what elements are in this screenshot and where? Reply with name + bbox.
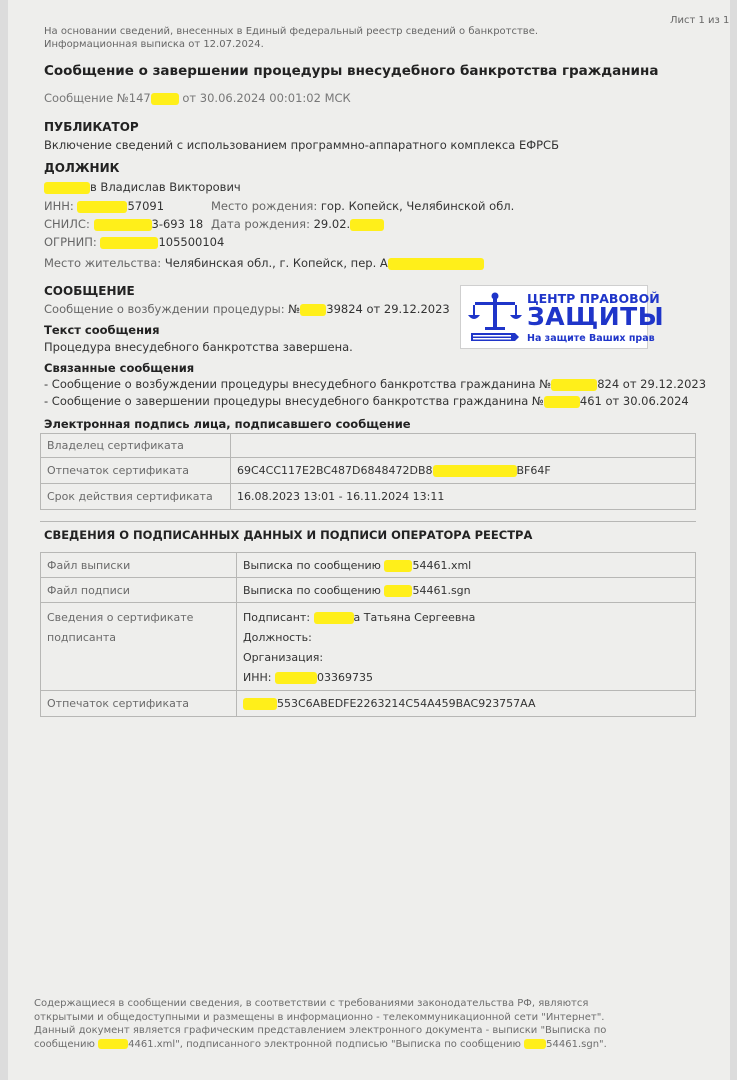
message-number-prefix: Сообщение №147 [44,91,151,105]
signer-line [243,608,689,628]
debtor-heading: ДОЛЖНИК [44,161,120,175]
related-item [44,377,706,391]
inn-suffix: 03369735 [316,671,373,684]
table-cell-label: Файл подписи [41,578,237,603]
message-number [44,91,351,105]
table-row [41,578,696,603]
message-text-heading: Текст сообщения [44,323,160,337]
redaction-mark [524,1039,546,1049]
table-row [41,553,696,578]
redaction-mark [77,201,127,213]
logo-line-3: На защите Ваших прав [527,333,655,344]
footer-line-4-suffix: 54461.sgn". [546,1038,607,1050]
fingerprint-prefix: 69C4CC117E2BC487D6848472DB8 [237,464,433,477]
cert-label-line-1: Сведения о сертификате [47,611,194,624]
table-cell-label: Файл выписки [41,553,237,578]
logo-line-1: ЦЕНТР ПРАВОВОЙ [527,291,660,306]
redaction-mark [300,304,326,316]
redaction-mark [44,182,90,194]
brand-logo [460,285,665,349]
table-cell-value [231,458,696,484]
related-item-text: - Сообщение о завершении процедуры внесудебного банкротства гражданина № [44,394,544,408]
signature-table [40,433,696,510]
inn-value: 57091 [127,199,165,213]
birthdate-label: Дата рождения: [211,217,310,231]
birthdate-value: 29.02. [313,217,351,231]
footer-line-2: открытыми и общедоступными и размещены в информационно - телекоммуникационной сети "Интернет". [34,1011,605,1023]
table-cell-value [237,691,696,717]
initiation-label: Сообщение о возбуждении процедуры: [44,302,285,316]
table-cell-value [237,553,696,578]
residence-label: Место жительства: [44,256,162,270]
redaction-mark [100,237,158,249]
table-row [41,484,696,510]
table-row [41,458,696,484]
table-row [41,434,696,458]
redaction-mark [551,379,597,391]
table-cell-value [231,434,696,458]
debtor-snils [44,217,203,231]
footer-line-3: Данный документ является графическим представлением электронного документа - выписки "Выписка по [34,1025,607,1036]
position-line: Должность: [243,631,312,644]
redaction-mark [350,219,384,231]
inn-line [243,668,689,688]
table-row [41,603,696,691]
redaction-mark [94,219,152,231]
document-sheet [8,0,730,1080]
redaction-mark [314,612,354,624]
initiation-no-prefix: № [288,302,301,316]
related-item-text: - Сообщение о возбуждении процедуры внесудебного банкротства гражданина № [44,377,552,391]
table-cell-value [237,578,696,603]
footer-note [34,997,607,1051]
file-suffix: 54461.xml [412,558,472,572]
redaction-mark [98,1039,128,1049]
debtor-birthplace [211,199,514,213]
section-divider [40,521,696,522]
footer-line-4 [34,1038,607,1052]
inn-label: ИНН: [44,199,74,213]
sig-prefix: Выписка по сообщению [243,583,381,597]
fingerprint-value: 553C6ABEDFE2263214C54A459BAC923757AA [277,697,536,710]
message-heading: СООБЩЕНИЕ [44,284,135,298]
header-line-2: Информационная выписка от 12.07.2024. [44,39,264,50]
debtor-inn [44,199,164,213]
related-item [44,394,689,408]
related-item-suffix: 824 от 29.12.2023 [597,377,707,391]
snils-label: СНИЛС: [44,217,90,231]
redaction-mark [544,396,580,408]
organization-line: Организация: [243,651,324,664]
footer-line-4-prefix: сообщению [34,1038,95,1050]
table-cell-label [41,603,237,691]
footer-line-4-mid: 4461.xml", подписанного электронной подписью "Выписка по сообщению [128,1038,521,1050]
redaction-mark [433,465,517,477]
redaction-mark [388,258,484,270]
birthplace-label: Место рождения: [211,199,318,213]
redaction-mark [384,585,412,597]
debtor-residence [44,256,484,270]
sig-suffix: 54461.sgn [412,583,471,597]
birthplace-value: гор. Копейск, Челябинской обл. [320,199,515,213]
table-cell-label: Владелец сертификата [41,434,231,458]
debtor-ogrnip [44,235,224,249]
header-note [44,25,538,51]
logo-line-2: ЗАЩИТЫ [527,302,665,331]
debtor-name [44,180,241,194]
related-heading: Связанные сообщения [44,361,195,375]
table-cell-label: Отпечаток сертификата [41,458,231,484]
footer-line-1: Содержащиеся в сообщении сведения, в соответствии с требованиями законодательства РФ, являются [34,998,589,1009]
header-line-1: На основании сведений, внесенных в Единый федеральный реестр сведений о банкротстве. [44,26,539,37]
debtor-birthdate [211,217,384,231]
table-cell-value: 16.08.2023 13:01 - 16.11.2024 13:11 [231,484,696,510]
redaction-mark [275,672,317,684]
page-counter: Лист 1 из 1 [670,15,730,26]
redaction-mark [384,560,412,572]
table-cell-label: Отпечаток сертификата [41,691,237,717]
snils-value: 3-693 18 [151,217,204,231]
registry-heading: СВЕДЕНИЯ О ПОДПИСАННЫХ ДАННЫХ И ПОДПИСИ ОПЕРАТОРА РЕЕСТРА [44,528,533,542]
scales-of-justice-icon [467,291,523,345]
cert-label-line-2: подписанта [47,631,116,644]
redaction-mark [243,698,277,710]
residence-value: Челябинская обл., г. Копейск, пер. А [164,256,388,270]
message-text: Процедура внесудебного банкротства завершена. [44,340,353,354]
publisher-text: Включение сведений с использованием программно-аппаратного комплекса ЕФРСБ [44,138,559,152]
signature-heading: Электронная подпись лица, подписавшего сообщение [44,417,411,431]
debtor-name-text: в Владислав Викторович [90,180,241,194]
redaction-mark [151,93,179,105]
table-row [41,691,696,717]
page-title: Сообщение о завершении процедуры внесудебного банкротства гражданина [44,63,659,79]
publisher-heading: ПУБЛИКАТОР [44,120,139,134]
initiation-reference [44,302,450,316]
table-cell-value [237,603,696,691]
signer-suffix: а Татьяна Сергеевна [353,611,476,624]
inn-prefix: ИНН: [243,671,272,684]
ogrnip-label: ОГРНИП: [44,235,97,249]
initiation-no-suffix: 39824 от 29.12.2023 [326,302,450,316]
fingerprint-suffix: BF64F [516,464,551,477]
message-number-suffix: от 30.06.2024 00:01:02 МСК [182,91,351,105]
ogrnip-value: 105500104 [158,235,225,249]
signer-prefix: Подписант: [243,611,311,624]
file-prefix: Выписка по сообщению [243,558,381,572]
table-cell-label: Срок действия сертификата [41,484,231,510]
related-item-suffix: 461 от 30.06.2024 [579,394,689,408]
registry-table [40,552,696,717]
